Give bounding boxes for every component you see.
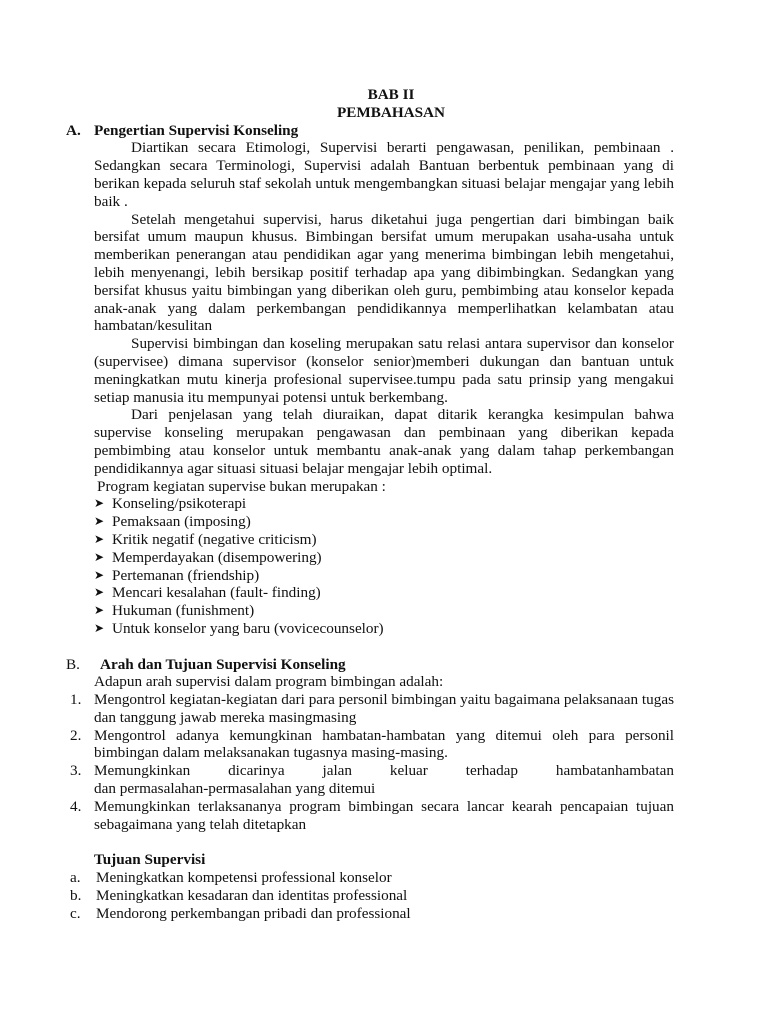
paragraph: Dari penjelasan yang telah diuraikan, dapat ditarik kerangka kesimpulan bahwa supervise konseling merupakan pengawasan dan pembinaan yang diberikan kepada pembimbing atau konselor untuk membantu anak-anak yang dalam tahap perkembangan pendidikannya agar situasi situasi belajar mengajar lebih optimal.	[94, 406, 674, 477]
list-item-text: Memperdayakan (disempowering)	[112, 548, 322, 566]
item-letter: a.	[70, 869, 81, 887]
item-text: Meningkatkan kesadaran dan identitas professional	[96, 886, 408, 904]
lettered-item	[0, 869, 768, 887]
arrow-bullet-icon: ➤	[94, 567, 105, 582]
numbered-item	[0, 762, 768, 798]
list-item-text: Mencari kesalahan (fault- finding)	[112, 584, 321, 602]
list-item	[0, 549, 768, 567]
spacer	[0, 833, 768, 851]
spacer	[0, 638, 768, 656]
chapter-label: BAB II	[367, 86, 415, 103]
section-b-heading-text: Arah dan Tujuan Supervisi Konseling	[100, 655, 346, 673]
lettered-item	[0, 887, 768, 905]
arrow-bullet-icon: ➤	[94, 549, 105, 564]
item-letter: c.	[70, 904, 81, 922]
list-item	[0, 620, 768, 638]
item-word: Memungkinkan	[94, 762, 191, 780]
item-text: Mengontrol adanya kemungkinan hambatan-hambatan yang ditemui oleh para personil bimbingan dalam melaksanakan tugasnya masing-masing.	[94, 726, 674, 762]
list-item-text: Pemaksaan (imposing)	[112, 513, 251, 531]
item-number: 4.	[70, 797, 82, 815]
list-item	[0, 584, 768, 602]
list-item	[0, 531, 768, 549]
arrow-bullet-icon: ➤	[94, 531, 105, 546]
paragraph: Diartikan secara Etimologi, Supervisi berarti pengawasan, penilikan, pembinaan . Sedangkan secara Terminologi, Supervisi adalah Bantuan berbentuk pembinaan yang di berikan kepada seluruh staf sekolah untuk mengembangkan situasi belajar mengajar yang lebih baik .	[94, 139, 674, 210]
numbered-item	[0, 691, 768, 727]
item-text-line	[94, 762, 674, 780]
item-word: hambatanhambatan	[555, 762, 674, 780]
arrow-bullet-icon: ➤	[94, 620, 105, 635]
list-item-text: Konseling/psikoterapi	[112, 495, 247, 513]
list-item-text: Untuk konselor yang baru (vovicecounselor)	[112, 619, 384, 637]
numbered-item	[0, 798, 768, 834]
item-word: jalan	[322, 762, 352, 780]
document-content	[0, 86, 768, 922]
item-letter: b.	[70, 886, 82, 904]
list-item-text: Hukuman (funishment)	[112, 602, 255, 620]
item-text-line: dan permasalahan-permasalahan yang ditemui	[94, 780, 376, 798]
list-item	[0, 513, 768, 531]
item-text: Meningkatkan kompetensi professional konselor	[96, 869, 392, 887]
list-item-text: Pertemanan (friendship)	[112, 566, 260, 584]
tujuan-heading: Tujuan Supervisi	[94, 851, 206, 869]
item-text: Mengontrol kegiatan-kegiatan dari para personil bimbingan yaitu bagaimana pelaksanaan tugas dan tanggung jawab mereka masingmasing	[94, 691, 674, 726]
arrow-bullet-icon: ➤	[94, 496, 105, 511]
arrow-bullet-icon: ➤	[94, 514, 105, 529]
item-number: 2.	[70, 726, 82, 744]
section-b-intro: Adapun arah supervisi dalam program bimbingan adalah:	[94, 673, 444, 691]
list-item	[0, 602, 768, 620]
section-b-heading	[0, 656, 768, 674]
section-a-marker: A.	[66, 121, 81, 139]
numbered-item	[0, 727, 768, 763]
section-a-heading	[0, 122, 768, 140]
arrow-bullet-icon: ➤	[94, 585, 105, 600]
paragraph: Supervisi bimbingan dan koseling merupakan satu relasi antara supervisor dan konselor (supervisee) dimana supervisor (konselor senior)memberi dukungan dan bantuan untuk meningkatkan mutu kinerja profesional supervisee.tumpu pada satu prinsip yang mengakui setiap manusia itu mempunyai potensi untuk berkembang.	[94, 335, 674, 406]
item-number: 3.	[70, 762, 82, 780]
section-b-marker: B.	[66, 655, 80, 673]
arrow-bullet-icon: ➤	[94, 603, 105, 618]
item-word: terhadap	[465, 762, 519, 780]
bullet-list	[0, 495, 768, 637]
paragraph: Setelah mengetahui supervisi, harus diketahui juga pengertian dari bimbingan baik bersifat umum maupun khusus. Bimbingan bersifat umum merupakan usaha-usaha untuk memberikan penerangan atau pendidikan agar yang menerima bimbingan lebih mengetahui, lebih menyenangi, lebih bersikap positif terhadap apa yang dibimbingkan. Sedangkan yang bersifat khusus yaitu bimbingan yang diberikan oleh guru, pembimbing atau konselor kepada anak-anak yang dalam perkembangan pendidikannya memperlihatkan kelambatan atau hambatan/kesulitan	[94, 210, 674, 335]
item-word: dicarinya	[228, 762, 285, 780]
lettered-item	[0, 905, 768, 923]
list-item	[0, 567, 768, 585]
item-text: Mendorong perkembangan pribadi dan professional	[96, 904, 411, 922]
program-intro: Program kegiatan supervise bukan merupakan :	[97, 477, 386, 495]
item-text: Memungkinkan terlaksananya program bimbingan secara lancar kearah pencapaian tujuan sebagaimana yang telah ditetapkan	[94, 797, 674, 833]
section-a-heading-text: Pengertian Supervisi Konseling	[94, 121, 299, 139]
list-item	[0, 495, 768, 513]
item-number: 1.	[70, 691, 82, 709]
item-word: keluar	[389, 762, 428, 780]
list-item-text: Kritik negatif (negative criticism)	[112, 530, 317, 548]
chapter-title: PEMBAHASAN	[336, 103, 445, 121]
